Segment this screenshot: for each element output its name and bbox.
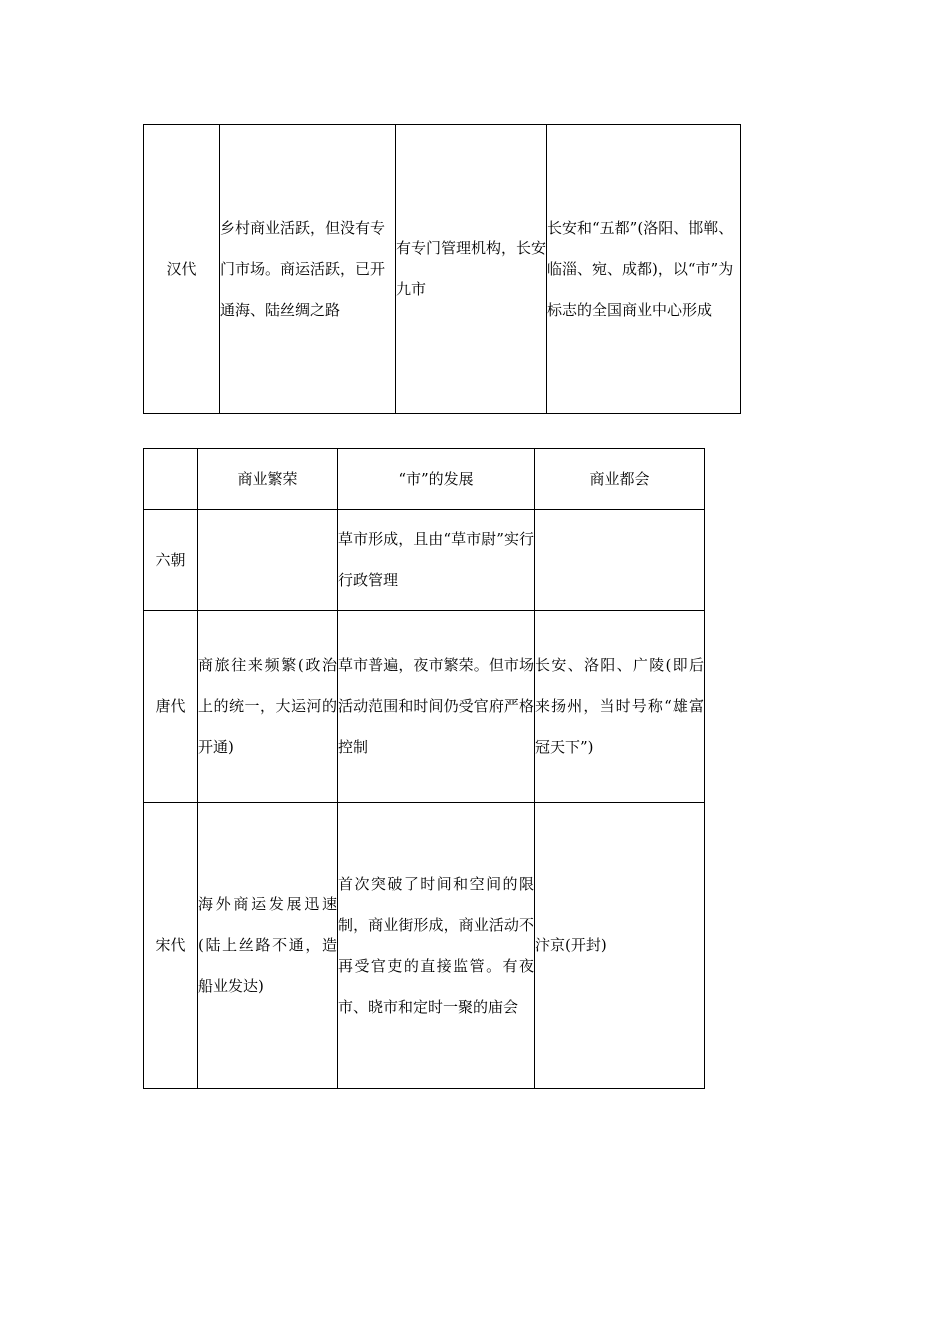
market-cell: 草市普遍，夜市繁荣。但市场活动范围和时间仍受官府严格控制	[338, 611, 535, 803]
header-market: “市”的发展	[338, 449, 535, 510]
table-row	[144, 510, 705, 611]
table-row	[144, 611, 705, 803]
commerce-cell: 乡村商业活跃，但没有专门市场。商运活跃，已开通海、陆丝绸之路	[220, 125, 396, 414]
era-cell: 六朝	[144, 510, 198, 611]
market-cell: 草市形成，且由“草市尉”实行行政管理	[338, 510, 535, 611]
table-row	[144, 803, 705, 1089]
market-cell: 首次突破了时间和空间的限制，商业街形成，商业活动不再受官吏的直接监管。有夜市、晓市和定时一聚的庙会	[338, 803, 535, 1089]
metropolis-cell	[535, 510, 705, 611]
market-cell: 有专门管理机构，长安九市	[396, 125, 547, 414]
table-row	[144, 125, 741, 414]
era-cell: 汉代	[144, 125, 220, 414]
header-era	[144, 449, 198, 510]
header-commerce: 商业繁荣	[198, 449, 338, 510]
metropolis-cell: 长安、洛阳、广陵(即后来扬州，当时号称“雄富冠天下”)	[535, 611, 705, 803]
commerce-cell	[198, 510, 338, 611]
table-header-row	[144, 449, 705, 510]
han-dynasty-table	[143, 124, 741, 414]
header-metropolis: 商业都会	[535, 449, 705, 510]
era-cell: 唐代	[144, 611, 198, 803]
later-dynasties-table	[143, 448, 705, 1089]
commerce-cell: 海外商运发展迅速(陆上丝路不通，造船业发达)	[198, 803, 338, 1089]
commerce-cell: 商旅往来频繁(政治上的统一，大运河的开通)	[198, 611, 338, 803]
metropolis-cell: 长安和“五都”(洛阳、邯郸、临淄、宛、成都)，以“市”为标志的全国商业中心形成	[547, 125, 741, 414]
era-cell: 宋代	[144, 803, 198, 1089]
metropolis-cell: 汴京(开封)	[535, 803, 705, 1089]
